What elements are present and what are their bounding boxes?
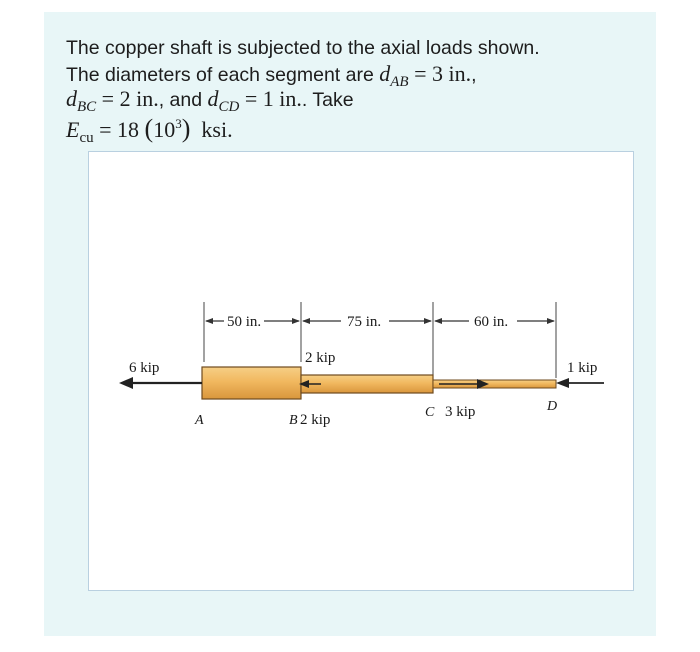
load-label-c: 3 kip xyxy=(445,404,476,420)
comma: , xyxy=(471,64,477,86)
point-label-b: B xyxy=(289,413,298,428)
d-cd-subscript: CD xyxy=(218,99,240,115)
dimension-arrow-cd-left xyxy=(434,318,442,324)
take-text: . Take xyxy=(301,89,354,111)
load-arrow-right-head xyxy=(556,378,569,388)
point-label-c: C xyxy=(425,405,435,420)
d-ab-subscript: AB xyxy=(390,74,409,90)
and-text: , and xyxy=(158,89,208,111)
d-ab-symbol: d xyxy=(379,61,391,86)
equals-sign: = xyxy=(239,86,263,111)
d-ab-value: 3 in. xyxy=(432,61,472,86)
point-label-d: D xyxy=(547,399,558,414)
dimension-label-cd: 60 in. xyxy=(474,314,509,330)
figure-box xyxy=(88,151,634,591)
modulus-unit: ksi. xyxy=(201,117,233,142)
dimension-arrow-ab-right xyxy=(292,318,300,324)
modulus-exponent: 3 xyxy=(175,116,182,131)
modulus-symbol: E xyxy=(66,117,80,142)
d-bc-value: 2 in. xyxy=(119,86,159,111)
d-bc-symbol: d xyxy=(66,86,77,111)
modulus-base: 10 xyxy=(153,117,176,142)
problem-statement xyxy=(66,36,646,146)
load-label-right: 1 kip xyxy=(567,360,598,376)
modulus-subscript: cu xyxy=(79,130,94,146)
d-cd-value: 1 in. xyxy=(262,86,302,111)
problem-text-2: The diameters of each segment are xyxy=(66,64,380,86)
shaft-diagram xyxy=(89,152,635,592)
shaft-segment-ab xyxy=(202,367,301,399)
dimension-arrow-cd-right xyxy=(547,318,555,324)
dimension-arrow-bc-left xyxy=(302,318,310,324)
dimension-arrow-ab-left xyxy=(205,318,213,324)
modulus-value: 18 xyxy=(117,117,140,142)
problem-line-1 xyxy=(66,36,646,61)
load-label-b: 2 kip xyxy=(305,350,336,366)
dimension-label-bc: 75 in. xyxy=(347,314,382,330)
load-label-left: 6 kip xyxy=(129,360,160,376)
equals-sign: = xyxy=(93,117,118,142)
equals-sign: = xyxy=(96,86,120,111)
d-cd-symbol: d xyxy=(207,86,219,111)
equals-sign: = xyxy=(408,61,432,86)
point-label-a: A xyxy=(195,413,204,428)
dimension-arrow-bc-right xyxy=(424,318,432,324)
dimension-label-ab: 50 in. xyxy=(227,314,262,330)
load-label-b2: 2 kip xyxy=(300,412,331,428)
load-arrow-left-head xyxy=(119,377,133,389)
problem-line-3 xyxy=(66,86,646,115)
problem-line-2 xyxy=(66,61,646,90)
d-bc-subscript: BC xyxy=(77,99,97,115)
problem-line-4: $E_{cu} = 18$ $(10^3)$ ksi. xyxy=(66,114,233,146)
problem-text-1: The copper shaft is subjected to the axial loads shown. xyxy=(66,37,540,59)
